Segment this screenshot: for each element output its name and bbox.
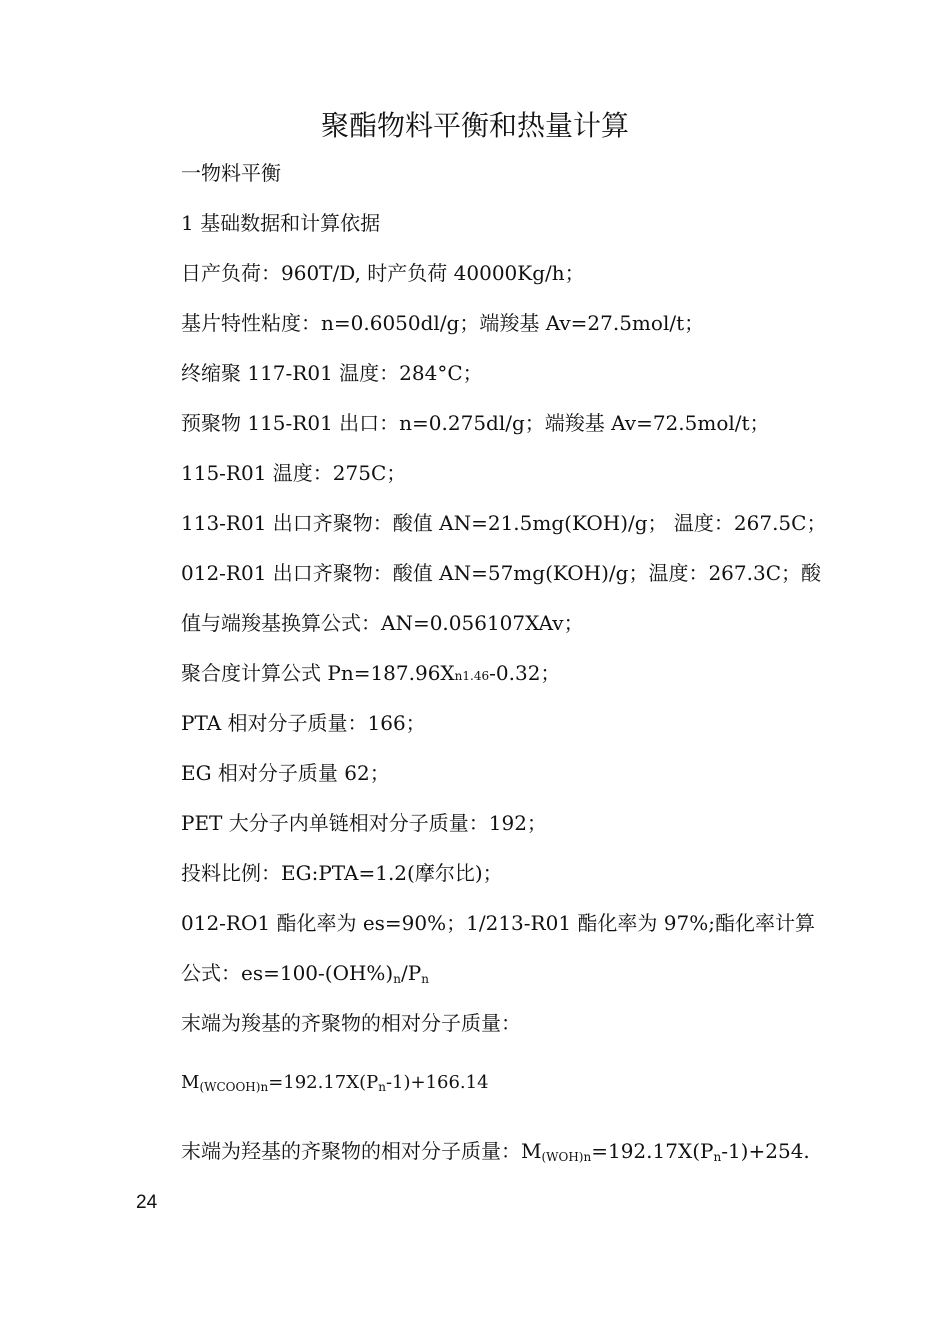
text-line: 115-R01 温度：275C； <box>181 461 407 485</box>
text-line: 012-R01 出口齐聚物：酸值 AN=57mg(KOH)/g；温度：267.3C；酸 <box>181 561 822 585</box>
text-line: 投料比例：EG:PTA=1.2(摩尔比)； <box>181 861 503 885</box>
text-line: EG 相对分子质量 62； <box>181 761 390 785</box>
formula-subscript: n <box>378 1080 386 1094</box>
text-line: 日产负荷：960T/D, 时产负荷 40000Kg/h； <box>181 261 585 285</box>
formula-subscript: (WOH)n <box>541 1150 592 1164</box>
text-line: PET 大分子内单链相对分子质量：192； <box>181 811 547 835</box>
text-line: 012-RO1 酯化率为 es=90%；1/213-R01 酯化率为 97%;酯化率计算 <box>181 911 815 935</box>
formula-text: M <box>181 1072 200 1093</box>
formula-text: -1)+166.14 <box>385 1072 489 1093</box>
section-heading: 一物料平衡 <box>181 161 281 185</box>
formula-text: /P <box>400 961 422 985</box>
text-line: PTA 相对分子质量：166； <box>181 711 426 735</box>
pn-formula-line <box>181 658 560 691</box>
formula-text: 公式：es=100-(OH%) <box>181 961 394 985</box>
formula-subscript: n <box>713 1150 722 1164</box>
formula-text: 聚合度计算公式 Pn=187.96X <box>181 661 455 685</box>
formula-subscript: n <box>393 972 401 986</box>
document-title: 聚酯物料平衡和热量计算 <box>320 109 629 142</box>
formula-exponent: n1.46 <box>454 669 490 683</box>
oh-formula-line <box>181 1136 810 1166</box>
cooh-formula-line <box>181 1068 489 1098</box>
cooh-heading: 末端为羧基的齐聚物的相对分子质量： <box>181 1011 521 1035</box>
formula-subscript: n <box>421 972 429 986</box>
formula-text: -0.32； <box>489 661 561 685</box>
text-line: 值与端羧基换算公式：AN=0.056107XAv； <box>181 611 584 635</box>
text-line: 基片特性粘度：n=0.6050dl/g；端羧基 Av=27.5mol/t； <box>181 311 705 335</box>
es-formula-line <box>181 958 429 988</box>
text-line: 终缩聚 117-R01 温度：284°C； <box>181 361 483 385</box>
subsection-heading: 1 基础数据和计算依据 <box>181 211 381 235</box>
text-line: 113-R01 出口齐聚物：酸值 AN=21.5mg(KOH)/g； 温度：267.5C； <box>181 511 827 535</box>
formula-subscript: (WCOOH)n <box>199 1080 269 1094</box>
formula-text: =192.17X(P <box>591 1139 714 1163</box>
text-line: 预聚物 115-R01 出口：n=0.275dl/g；端羧基 Av=72.5mol/t； <box>181 411 770 435</box>
page-number: 24 <box>136 1192 158 1213</box>
formula-text: -1)+254. <box>721 1139 810 1163</box>
formula-text: 末端为羟基的齐聚物的相对分子质量：M <box>181 1139 542 1163</box>
formula-text: =192.17X(P <box>268 1072 379 1093</box>
